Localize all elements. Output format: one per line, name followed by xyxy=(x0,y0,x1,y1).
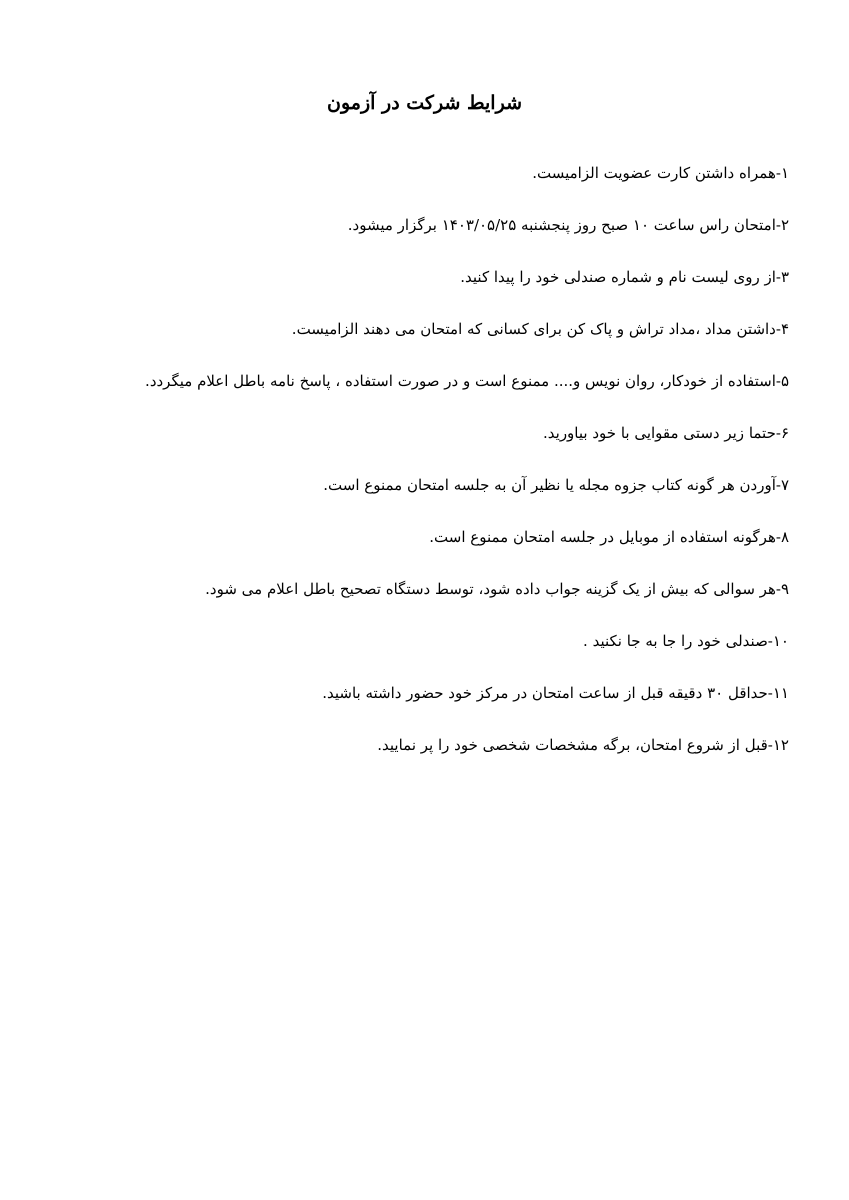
rule-item-8: ۸-هرگونه استفاده از موبایل در جلسه امتحان ممنوع است. xyxy=(429,528,789,546)
rule-item-5: ۵-استفاده از خودکار، روان نویس و.... ممنوع است و در صورت استفاده ، پاسخ نامه باطل اعلام میگردد. xyxy=(145,372,789,390)
rule-item-1: ۱-همراه داشتن کارت عضویت الزامیست. xyxy=(532,164,789,182)
rule-item-6: ۶-حتما زیر دستی مقوایی با خود بیاورید. xyxy=(543,424,789,442)
rule-item-2: ۲-امتحان راس ساعت ۱۰ صبح روز پنجشنبه ۱۴۰۳/۰۵/۲۵ برگزار میشود. xyxy=(347,216,789,234)
rule-item-3: ۳-از روی لیست نام و شماره صندلی خود را پیدا کنید. xyxy=(460,268,789,286)
rules-list xyxy=(60,156,789,780)
rule-item-12: ۱۲-قبل از شروع امتحان، برگه مشخصات شخصی خود را پر نمایید. xyxy=(377,736,789,754)
rule-item-10: ۱۰-صندلی خود را جا به جا نکنید . xyxy=(583,632,789,650)
rule-item-9: ۹-هر سوالی که بیش از یک گزینه جواب داده شود، توسط دستگاه تصحیح باطل اعلام می شود. xyxy=(205,580,789,598)
rule-item-4: ۴-داشتن مداد ،مداد تراش و پاک کن برای کسانی که امتحان می دهند الزامیست. xyxy=(291,320,789,338)
document-title: شرایط شرکت در آزمون xyxy=(327,92,522,114)
rule-item-7: ۷-آوردن هر گونه کتاب جزوه مجله یا نظیر آن به جلسه امتحان ممنوع است. xyxy=(323,476,789,494)
rule-item-11: ۱۱-حداقل ۳۰ دقیقه قبل از ساعت امتحان در مرکز خود حضور داشته باشید. xyxy=(322,684,789,702)
